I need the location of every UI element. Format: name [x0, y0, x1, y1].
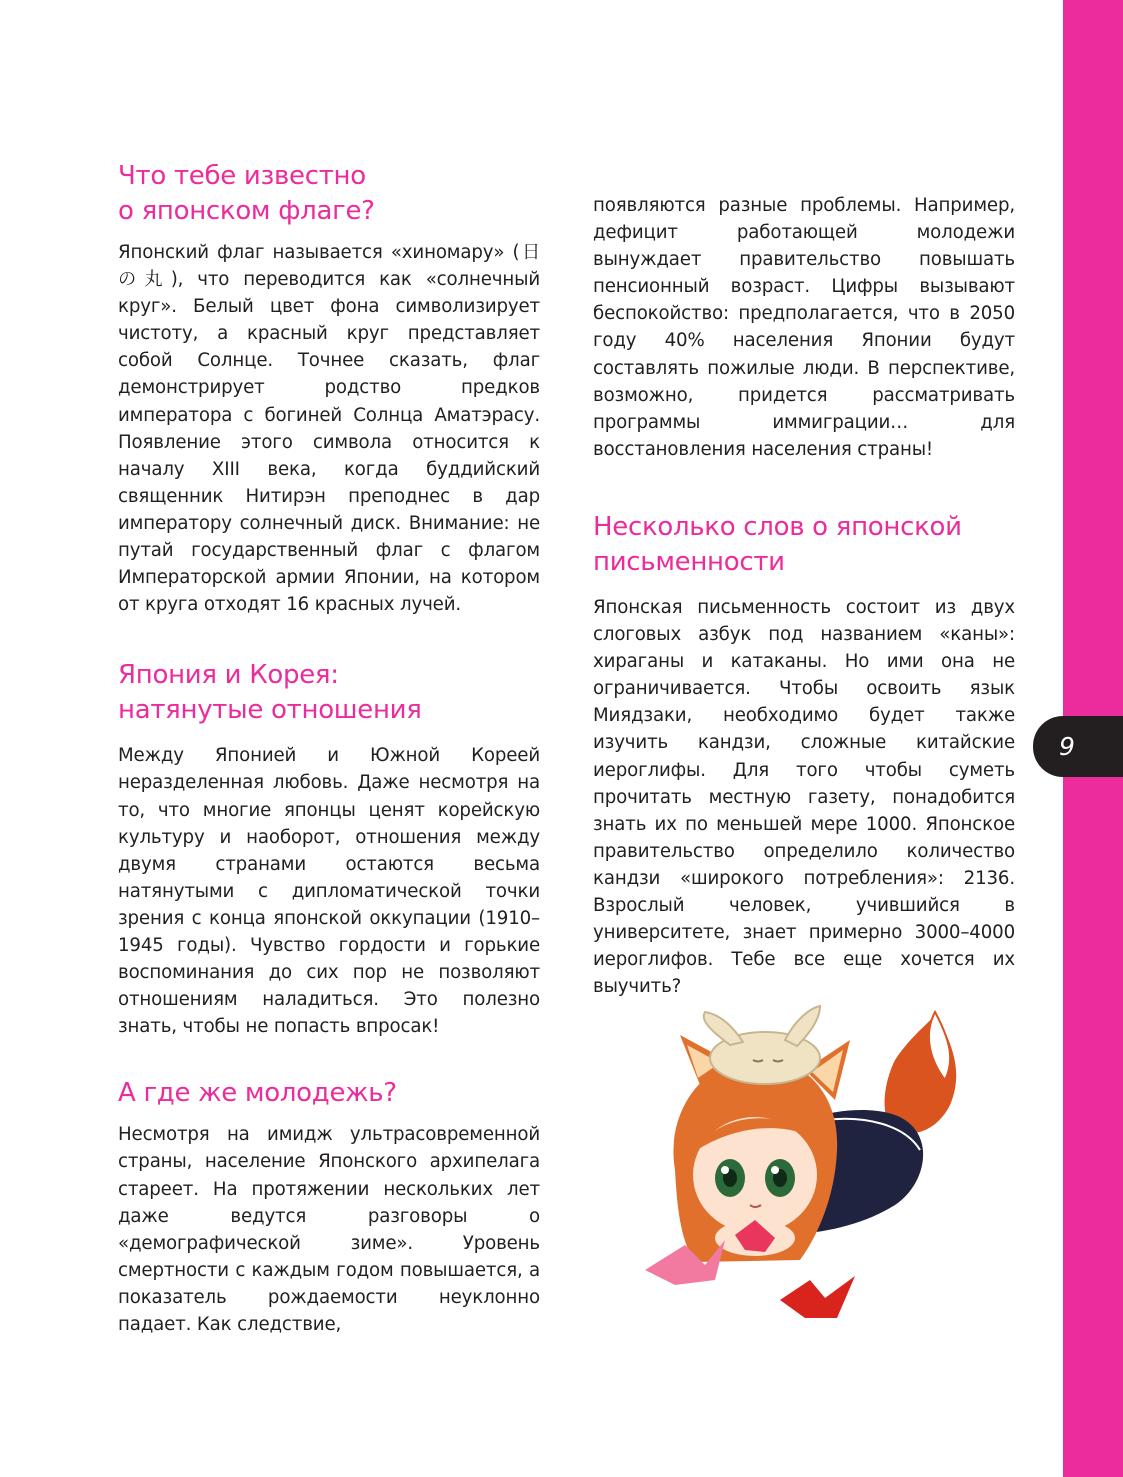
girl-with-origami-illustration [605, 1000, 985, 1340]
left-column [118, 159, 540, 1338]
korea-heading-line1: Япония и Корея: [118, 660, 339, 691]
youth-paragraph-start: Несмотря на имидж ультрасовременной страны, население Японского архипелага стареет. На протяжении нескольких лет даже ведутся разговоры о «демографической зиме». Уровень смертности с каждым годом повышается, а показатель рождаемости неуклонно падает. Как следствие, [118, 1124, 540, 1335]
flag-heading-line2: о японском флаге? [118, 196, 375, 226]
youth-paragraph-continued: появляются разные проблемы. Например, дефицит работающей молодежи вынуждает правительство повышать пенсионный возраст. Цифры вызывают беспокойство: предполагается, что в 2050 году 40% населения Японии будут составлять пожилые люди. В перспективе, возможно, придется рассматривать программы иммиграции… для восстановления населения страны! [593, 195, 1015, 460]
korea-paragraph: Между Японией и Южной Кореей неразделенная любовь. Даже несмотря на то, что многие японцы ценят корейскую культуру и наоборот, отношения между двумя странами остаются весьма натянутыми с дипломатической точки зрения с конца японской оккупации (1910–1945 годы). Чувство гордости и горькие воспоминания до сих пор не позволяют отношениям наладиться. Это полезно знать, чтобы не попасть впросак! [118, 745, 540, 1038]
bunny-ear-right [785, 1006, 820, 1046]
writing-heading-line2: письменности [593, 546, 785, 577]
origami-crane-red [780, 1276, 855, 1318]
youth-heading: А где же молодежь? [118, 1078, 397, 1109]
page-number-tab [1033, 716, 1123, 777]
flag-heading-line1: Что тебе известно [118, 161, 366, 191]
writing-heading-line1: Несколько слов о японской [593, 511, 962, 542]
flag-paragraph: Японский флаг называется «хиномару» (日の丸), что переводится как «солнечный круг». Белый цвет фона символизирует чистоту, а красный круг представляет собой Солнце. Точнее сказать, флаг демонстрирует родство предков императора с богиней Солнца Аматэрасу. Появление этого символа относится к началу XIII века, когда буддийский священник Нитирэн преподнес в дар императору солнечный диск. Внимание: не путай государственный флаг с флагом Императорской армии Японии, на котором от круга отходят 16 красных лучей. [118, 242, 540, 616]
page-number: 9 [1059, 732, 1075, 761]
flag-heading [118, 159, 540, 229]
korea-heading [118, 658, 540, 728]
bunny-ear-left [704, 1012, 743, 1045]
right-column [593, 192, 1015, 1000]
korea-heading-line2: натянутые отношения [118, 695, 422, 726]
writing-paragraph: Японская письменность состоит из двух слоговых азбук под названием «каны»: хираганы и катаканы. Но ими она не ограничивается. Чтобы освоить язык Миядзаки, необходимо будет также изучить кандзи, сложные китайские иероглифы. Для того чтобы суметь прочитать местную газету, понадобится знать их по меньшей мере 1000. Японское правительство определило количество кандзи «широкого потребления»: 2136. Взрослый человек, учившийся в университете, знает примерно 3000–4000 иероглифов. Тебе все еще хочется их выучить? [593, 596, 1015, 998]
writing-heading [593, 510, 1015, 580]
